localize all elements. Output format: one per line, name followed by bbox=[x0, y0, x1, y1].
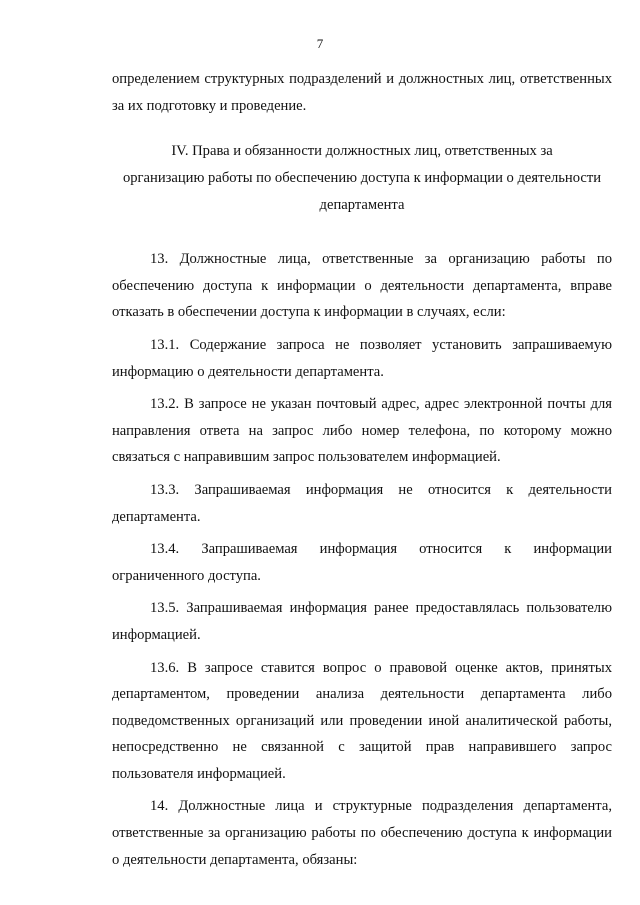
paragraph-13-6: 13.6. В запросе ставится вопрос о правовой оценке актов, принятых департаментом, проведении анализа деятельности департамента либо подведомственных организаций или проведении иной аналитической работы, непосредственно не связанной с защитой прав направившего запрос пользователя информацией. bbox=[112, 659, 612, 782]
section-heading-line-1: IV. Права и обязанности должностных лиц, ответственных за bbox=[171, 143, 553, 160]
paragraph-14: 14. Должностные лица и структурные подразделения департамента, ответственные за организацию работы по обеспечению доступа к информации о деятельности департамента, обязаны: bbox=[112, 798, 612, 868]
paragraph-13-1: 13.1. Содержание запроса не позволяет установить запрашиваемую информацию о деятельности департамента. bbox=[112, 336, 612, 380]
section-heading-line-3: департамента bbox=[319, 197, 405, 214]
paragraph-13: 13. Должностные лица, ответственные за организацию работы по обеспечению доступа к информации о деятельности департамента, вправе отказать в обеспечении доступа к информации в случаях, если: bbox=[112, 251, 612, 321]
paragraph-13-4: 13.4. Запрашиваемая информация относится к информации ограниченного доступа. bbox=[112, 541, 612, 584]
section-heading-line-2: организацию работы по обеспечению доступа к информации о деятельности bbox=[122, 170, 602, 187]
paragraph-13-5: 13.5. Запрашиваемая информация ранее предоставлялась пользователю информацией. bbox=[112, 600, 612, 643]
page-number: 7 bbox=[316, 36, 324, 51]
continuation-paragraph: определением структурных подразделений и должностных лиц, ответственных за их подготовку и проведение. bbox=[112, 71, 612, 114]
section-heading bbox=[112, 138, 612, 219]
paragraph-13-3: 13.3. Запрашиваемая информация не относится к деятельности департамента. bbox=[112, 481, 612, 525]
document-body bbox=[112, 66, 612, 879]
paragraph-13-2: 13.2. В запросе не указан почтовый адрес, адрес электронной почты для направления ответа на запрос либо номер телефона, по которому можно связаться с направившим запрос пользователем информацией. bbox=[112, 396, 612, 466]
